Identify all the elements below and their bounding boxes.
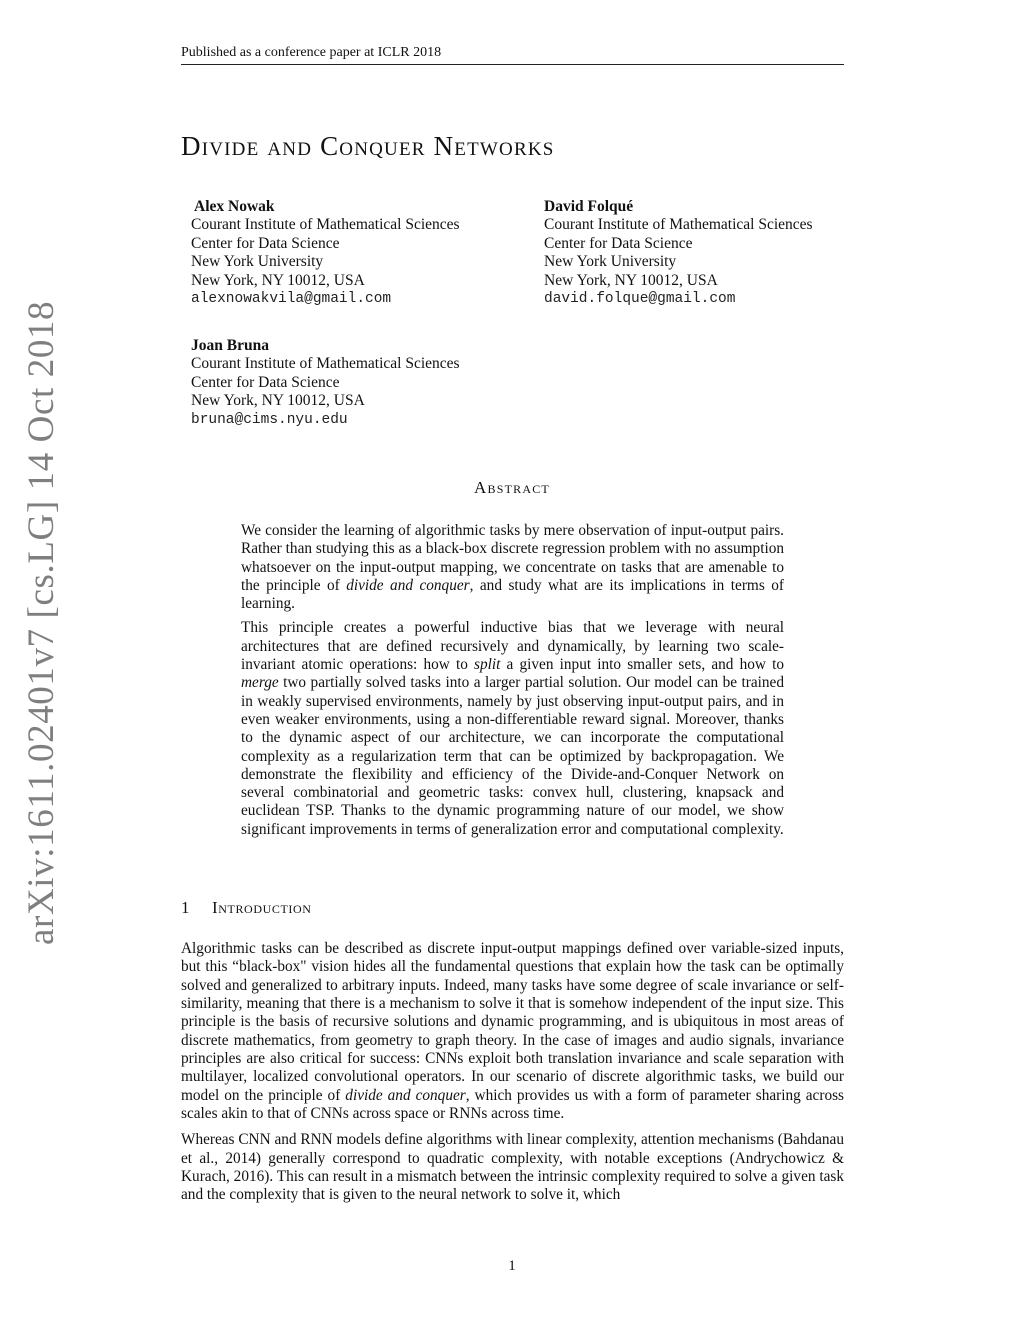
body-emphasis: divide and conquer bbox=[345, 1086, 466, 1104]
author-block-folque bbox=[544, 198, 813, 308]
author-email[interactable]: alexnowakvila@gmail.com bbox=[191, 291, 392, 308]
arxiv-identifier-stamp[interactable]: arXiv:1611.02401v7 [cs.LG] 14 Oct 2018 bbox=[21, 300, 62, 945]
author-name: Alex Nowak bbox=[194, 198, 275, 215]
section-heading-introduction bbox=[181, 898, 312, 918]
author-affiliation: New York University bbox=[544, 253, 677, 271]
author-block-bruna bbox=[191, 337, 460, 429]
author-affiliation: Center for Data Science bbox=[544, 234, 693, 252]
abstract-text: We consider the learning of algorithmic tasks by mere observation of input-output pairs. Rather than studying this as a black-box discrete regression problem with no assumption whatsoever on the input-output mapping, we concentrate on tasks that are amenable to the principle of bbox=[241, 522, 784, 594]
author-address: New York, NY 10012, USA bbox=[191, 271, 365, 289]
author-block-nowak bbox=[191, 198, 460, 308]
author-name: Joan Bruna bbox=[191, 337, 269, 354]
introduction-body bbox=[181, 940, 844, 1213]
author-affiliation: New York University bbox=[191, 253, 324, 271]
abstract-emphasis: divide and conquer bbox=[346, 576, 470, 594]
abstract-paragraph bbox=[241, 619, 784, 839]
abstract-paragraph bbox=[241, 522, 784, 613]
section-title: Introduction bbox=[212, 898, 312, 917]
abstract-emphasis: merge bbox=[241, 674, 279, 692]
abstract-heading: Abstract bbox=[474, 478, 550, 497]
author-affiliation: Courant Institute of Mathematical Sciences bbox=[191, 355, 460, 373]
abstract-text: , and study what are its implications in terms of learning. bbox=[241, 576, 784, 613]
abstract-text: two partially solved tasks into a larger partial solution. Our model can be trained in weakly supervised environments, namely by just observing input-output pairs, and in even weaker environments, using a non-differentiable reward signal. Moreover, thanks to the dynamic aspect of our architecture, we can incorporate the computational complexity as a regularization term that can be optimized by backpropagation. We demonstrate the flexibility and efficiency of the Divide-and-Conquer Network on several combinatorial and geometric tasks: convex hull, clustering, knapsack and euclidean TSP. Thanks to the dynamic programming nature of our model, we show significant improvements in terms of generalization error and computational complexity. bbox=[241, 674, 784, 838]
abstract-body bbox=[241, 522, 784, 845]
body-paragraph: Whereas CNN and RNN models define algorithms with linear complexity, attention mechanisms (Bahdanau et al., 2014) generally correspond to quadratic complexity, with notable exceptions (Andrychowicz & Kurach, 2016). This can result in a mismatch between the intrinsic complexity required to solve a given task and the complexity that is given to the neural network to solve it, which bbox=[181, 1131, 844, 1204]
abstract-emphasis: split bbox=[474, 656, 501, 674]
author-affiliation: Center for Data Science bbox=[191, 373, 340, 391]
body-text: Algorithmic tasks can be described as discrete input-output mappings defined over variable-sized inputs, but this “black-box" vision hides all the fundamental questions that explain how the task can be optimally solved and generalized to arbitrary inputs. Indeed, many tasks have some degree of scale invariance or self-similarity, meaning that there is a mechanism to solve it that is somehow independent of the input size. This principle is the basis of recursive solutions and dynamic programming, and is ubiquitous in most areas of discrete mathematics, from geometry to graph theory. In the case of images and audio signals, invariance principles are also critical for success: CNNs exploit both translation invariance and scale separation with multilayer, localized convolutional operators. In our scenario of discrete algorithmic tasks, we build our model on the principle of bbox=[181, 940, 844, 1104]
abstract-text: This principle creates a powerful inductive bias that we leverage with neural architectures that are defined recursively and dynamically, by learning two scale-invariant atomic operations: how to bbox=[241, 619, 784, 674]
author-name: David Folqué bbox=[544, 198, 634, 215]
section-number: 1 bbox=[181, 898, 191, 917]
page-number: 1 bbox=[508, 1258, 516, 1274]
body-paragraph bbox=[181, 940, 844, 1123]
abstract-text: a given input into smaller sets, and how to bbox=[500, 656, 785, 674]
author-address: New York, NY 10012, USA bbox=[191, 392, 365, 410]
author-affiliation: Courant Institute of Mathematical Sciences bbox=[544, 216, 813, 234]
body-text: , which provides us with a form of parameter sharing across scales akin to that of CNNs across space or RNNs across time. bbox=[181, 1086, 844, 1123]
running-header: Published as a conference paper at ICLR 2018 bbox=[181, 45, 844, 65]
author-affiliation: Courant Institute of Mathematical Sciences bbox=[191, 216, 460, 234]
author-email[interactable]: bruna@cims.nyu.edu bbox=[191, 411, 348, 428]
author-email[interactable]: david.folque@gmail.com bbox=[544, 291, 736, 308]
paper-title: Divide and Conquer Networks bbox=[181, 131, 555, 161]
author-affiliation: Center for Data Science bbox=[191, 234, 340, 252]
author-address: New York, NY 10012, USA bbox=[544, 271, 718, 289]
